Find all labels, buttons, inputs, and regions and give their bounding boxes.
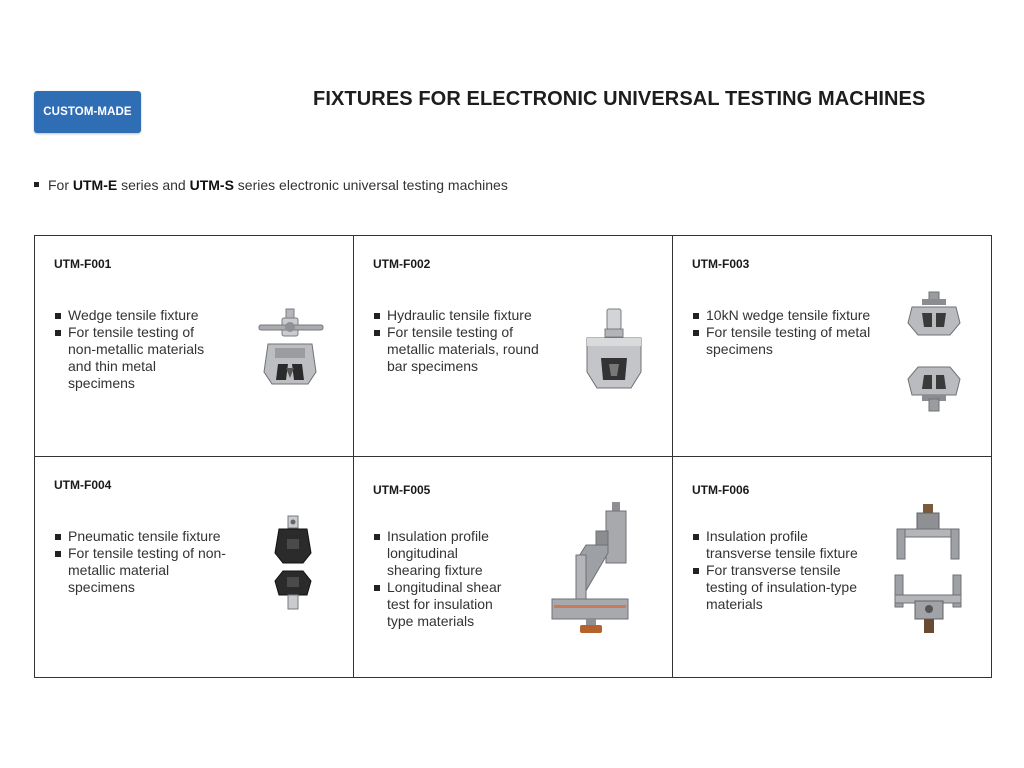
- fixture-code: UTM-F006: [692, 483, 750, 497]
- wedge-10kn-fixture-image: [906, 291, 962, 415]
- feature-item: Insulation profile longitudinal shearing fixture: [374, 528, 514, 579]
- fixture-code: UTM-F002: [373, 257, 431, 271]
- hydraulic-tensile-fixture-image: [583, 308, 645, 392]
- feature-item: Hydraulic tensile fixture: [374, 307, 549, 324]
- intro-suffix: series electronic universal testing machines: [233, 177, 508, 193]
- series-utm-s: UTM-S: [189, 177, 234, 193]
- pneumatic-tensile-fixture-image: [273, 515, 313, 615]
- feature-item: 10kN wedge tensile fixture: [693, 307, 878, 324]
- fixtures-table: [34, 235, 992, 678]
- feature-item: Insulation profile transverse tensile fixture: [693, 528, 873, 562]
- feature-list: [693, 307, 878, 358]
- fixture-code: UTM-F004: [54, 478, 112, 492]
- fixture-code: UTM-F005: [373, 483, 431, 497]
- fixture-code: UTM-F003: [692, 257, 750, 271]
- series-utm-e: UTM-E: [72, 177, 118, 193]
- feature-list: [55, 307, 225, 392]
- longitudinal-shearing-fixture-image: [550, 501, 636, 637]
- feature-item: For transverse tensile testing of insulation-type materials: [693, 562, 873, 613]
- feature-item: For tensile testing of non-metallic materials and thin metal specimens: [55, 324, 225, 392]
- fixture-cell-f005: [354, 457, 673, 677]
- bullet-square-icon: [34, 182, 39, 187]
- fixture-cell-f006: [673, 457, 991, 677]
- fixture-code: UTM-F001: [54, 257, 112, 271]
- fixture-cell-f003: [673, 236, 991, 457]
- feature-item: For tensile testing of non-metallic material specimens: [55, 545, 235, 596]
- fixture-cell-f001: [35, 236, 354, 457]
- fixture-cell-f002: [354, 236, 673, 457]
- feature-list: [55, 528, 235, 596]
- intro-prefix: For: [48, 177, 73, 193]
- feature-list: [374, 307, 549, 375]
- feature-item: Longitudinal shear test for insulation type materials: [374, 579, 514, 630]
- feature-list: [693, 528, 873, 613]
- feature-item: Wedge tensile fixture: [55, 307, 225, 324]
- feature-item: Pneumatic tensile fixture: [55, 528, 235, 545]
- transverse-tensile-fixture-image: [891, 503, 967, 637]
- fixture-cell-f004: [35, 457, 354, 677]
- feature-item: For tensile testing of metallic materials, round bar specimens: [374, 324, 549, 375]
- intro-line: [34, 177, 508, 193]
- custom-made-badge[interactable]: CUSTOM-MADE: [34, 91, 141, 133]
- feature-item: For tensile testing of metal specimens: [693, 324, 878, 358]
- page-title: FIXTURES FOR ELECTRONIC UNIVERSAL TESTING MACHINES: [313, 88, 926, 110]
- wedge-tensile-fixture-image: [256, 308, 326, 388]
- feature-list: [374, 528, 514, 630]
- intro-mid: series and: [117, 177, 190, 193]
